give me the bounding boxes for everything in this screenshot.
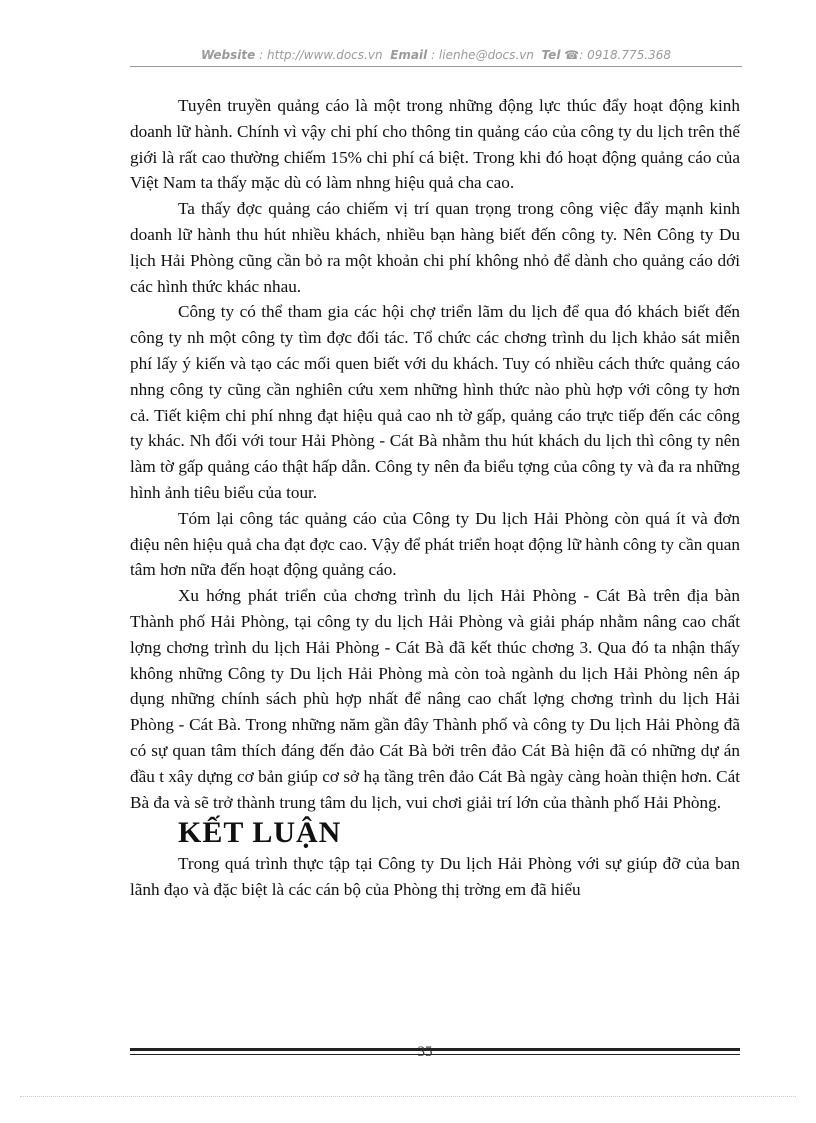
header-divider: [130, 66, 742, 67]
paragraph: Tuyên truyền quảng cáo là một trong những động lực thúc đẩy hoạt động kinh doanh lữ hành. Chính vì vậy chi phí cho thông tin quảng cáo của công ty du lịch trên thế giới là rất cao thường chiếm 15% chi phí cá biệt. Trong khi đó hoạt động quảng cáo của Việt Nam ta thấy mặc dù có làm nhng hiệu quả cha cao.: [130, 96, 740, 193]
page-header: [130, 48, 742, 62]
email-value: : lienhe@docs.vn: [431, 48, 534, 62]
paragraph: Tóm lại công tác quảng cáo của Công ty Du lịch Hải Phòng còn quá ít và đơn điệu nên hiệu quả cha đạt đợc cao. Vậy để phát triển hoạt động lữ hành công ty cần quan tâm hơn nữa đến hoạt động quảng cáo.: [130, 508, 740, 580]
tel-label: Tel: [541, 48, 561, 62]
tel-value: ☎: 0918.775.368: [564, 48, 672, 62]
page-bottom-edge: [20, 1096, 796, 1097]
paragraph: Công ty có thể tham gia các hội chợ triển lãm du lịch để qua đó khách biết đến công ty nh một công ty tìm đợc đối tác. Tổ chức các chơng trình du lịch khảo sát miễn phí lấy ý kiến và tạo các mối quen biết với du khách. Tuy có nhiều cách thức quảng cáo nhng công ty cũng cần nghiên cứu xem những hình thức nào phù hợp với công ty hơn cả. Tiết kiệm chi phí nhng đạt hiệu quả cao nh tờ gấp, quảng cáo trực tiếp đến các công ty khác. Nh đối với tour Hải Phòng - Cát Bà nhằm thu hút khách du lịch thì công ty nên làm tờ gấp quảng cáo thật hấp dẫn. Công ty nên đa biểu tợng của công ty và đa ra những hình ảnh tiêu biểu của tour.: [130, 302, 740, 502]
website-url: : http://www.docs.vn: [259, 48, 383, 62]
website-label: Website: [200, 48, 256, 62]
conclusion-heading: KẾT LUẬN: [178, 816, 342, 850]
paragraph: Xu hớng phát triển của chơng trình du lịch Hải Phòng - Cát Bà trên địa bàn Thành phố Hải Phòng, tại công ty du lịch Hải Phòng và giải pháp nhằm nâng cao chất lợng chơng trình du lịch Hải Phòng - Cát Bà đã kết thúc chơng 3. Qua đó ta nhận thấy không những Công ty Du lịch Hải Phòng mà còn toà ngành du lịch Hải Phòng nên áp dụng những chính sách phù hợp nhất để nâng cao chất lợng chơng trình du lịch Hải Phòng - Cát Bà. Trong những năm gần đây Thành phố và công ty Du lịch Hải Phòng đã có sự quan tâm thích đáng đến đảo Cát Bà bởi trên đảo Cát Bà hiện đã có những dự án đầu t xây dựng cơ bản giúp cơ sở hạ tầng trên đảo Cát Bà ngày càng hoàn thiện hơn. Cát Bà đa và sẽ trở thành trung tâm du lịch, vui chơi giải trí lớn của thành phố Hải Phòng.: [130, 586, 740, 812]
body-text: [130, 93, 740, 903]
conclusion-paragraph: Trong quá trình thực tập tại Công ty Du lịch Hải Phòng với sự giúp đỡ của ban lãnh đạo và đặc biệt là các cán bộ của Phòng thị trờng em đã hiểu: [130, 854, 740, 900]
paragraph: Ta thấy đợc quảng cáo chiếm vị trí quan trọng trong công việc đẩy mạnh kinh doanh lữ hành thu hút nhiều khách, nhiều bạn hàng biết đến công ty. Nên Công ty Du lịch Hải Phòng cũng cần bỏ ra một khoản chi phí không nhỏ để dành cho quảng cáo dới các hình thức khác nhau.: [130, 199, 740, 296]
page-number: 35: [417, 1044, 433, 1060]
email-label: Email: [390, 48, 428, 62]
